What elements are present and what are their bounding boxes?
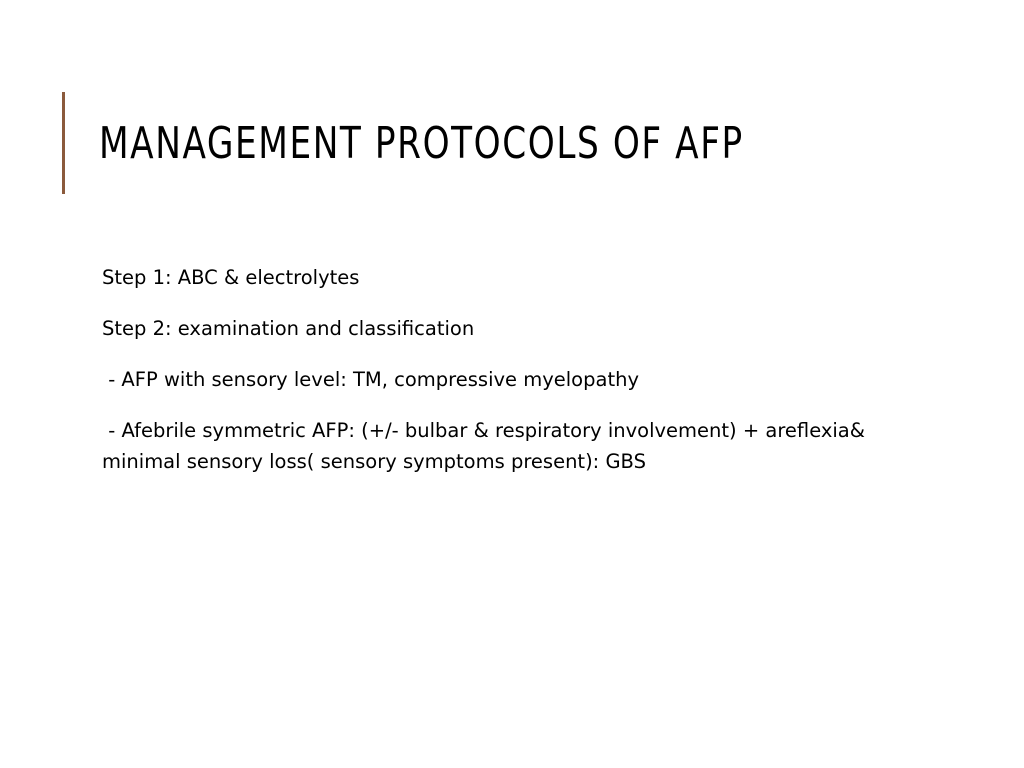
slide-body bbox=[102, 262, 902, 497]
body-line-step-1: Step 1: ABC & electrolytes bbox=[102, 266, 360, 289]
body-line-afebrile-symmetric: - Afebrile symmetric AFP: (+/- bulbar & respiratory involvement) + areflexia& minimal sensory loss( sensory symptoms present): GBS bbox=[102, 419, 872, 473]
title-accent-bar bbox=[62, 92, 65, 194]
slide-title: MANAGEMENT PROTOCOLS OF AFP bbox=[99, 118, 744, 169]
body-line-step-2: Step 2: examination and classification bbox=[102, 317, 475, 340]
body-line-sensory-level: - AFP with sensory level: TM, compressive myelopathy bbox=[102, 368, 639, 391]
